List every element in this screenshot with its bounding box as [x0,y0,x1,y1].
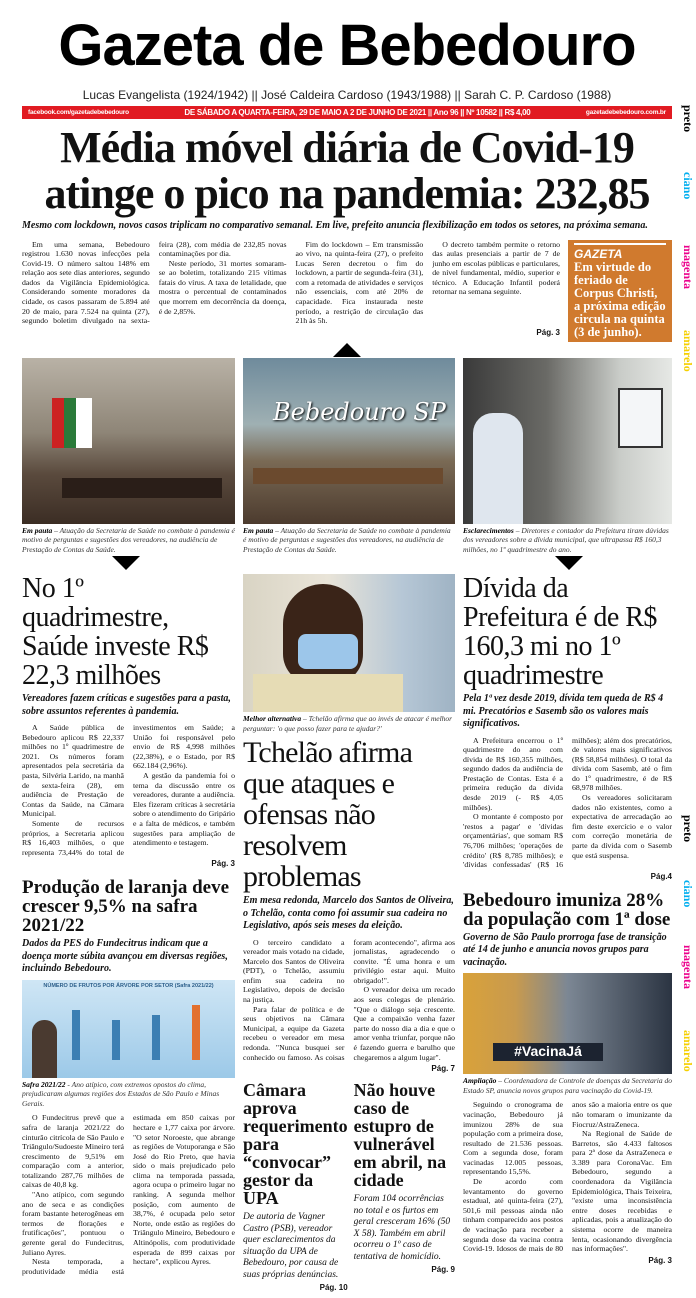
caption-text: – Atuação da Secretaria de Saúde no combate à pandemia é motivo de perguntas e sugestões dos vereadores, na audiência de Prestação de Contas da Saúde. [22,525,235,554]
photo-tchelao [243,574,455,712]
caption-lead: Esclarecimentos [463,525,514,535]
photo-caption [463,1076,672,1095]
laranja-headline: Produção de laranja deve crescer 9,5% na safra 2021/22 [22,877,230,937]
estupro-story [354,1081,455,1292]
arrow-row [22,554,672,570]
masthead-title: Gazeta de Bebedouro [58,13,636,78]
paragraph: Seguindo o cronograma de vacinação, Bebedouro já imunizou 28% de sua população com a primeira dose, resultado de 21.536 pessoas. Com a segunda dose, foram vacinadas 12.005 pessoas, representando 15,5%. [463,1100,563,1177]
paragraph: A Prefeitura encerrou o 1º quadrimestre do ano com dívida de R$ 160,355 milhões, segundo dados da audiência de Prestação de Contas. Esta é a primeira redução da dívida desde 2019 (- R$ 4,05 milhões). [463,735,563,812]
tchelao-page-ref: Pág. 7 [431,1064,455,1074]
paragraph: Nesta temporada, a produtividade média está estimada em 850 caixas por hectare e 1,77 caixa por árvore. "O setor Noroeste, que abrange as regiões de Votuporanga e São José do Rio Preto, que havia sido o mais prejudicado pelo clima na temporada passada, agora ocupa o primeiro lugar no ranking. A segunda melhor posição, com aumento de 38,7%, é ocupada pelo setor Norte, onde estão as regiões do Triângulo Mineiro, Bebedouro e Altinópolis, com produtividade esperada de 899 caixas por hectare", explicou Ayres. [22,1113,235,1276]
color-mark-amarelo: amarelo [681,1030,695,1072]
lead-body-wrap [22,235,560,342]
paragraph: Fim do lockdown – Em transmissão ao vivo, na quinta-feira (27), o prefeito Lucas Seren decretou o fim do lockdown, a partir de segunda-feira (31), com a retomada de atividades e serviços não essenciais, com até 20% de capacidade. Fica instaurada neste período, a restrição de circulação das 21h às 5h. [295,239,424,326]
chart-title: NÚMERO DE FRUTOS POR ÁRVORE POR SETOR (Safra 2021/22) [43,982,214,989]
flags [52,398,92,448]
lead-headline: Média móvel diária de Covid-19 atinge o pico na pandemia: 232,85 [44,123,650,218]
lead-row [22,235,672,342]
shirt [253,674,403,712]
upa-headline: Câmara aprova requerimento para “convocar” gestor da UPA [243,1080,348,1209]
lead-page-ref: Pág. 3 [536,327,560,337]
lead-deck: Mesmo com lockdown, novos casos triplicam no comparativo semanal. Em live, prefeito anuncia flexibilização em todos os setores, na próxima semana. [22,220,648,231]
saude-page-ref: Pág. 3 [211,859,235,869]
facebook-link[interactable]: facebook.com/gazetadebebedouro [28,109,129,116]
paragraph: O terceiro candidato a vereador mais votado na cidade, Marcelo dos Santos de Oliveira (PDT), o Tchelão, assumiu enfim sua cadeira no Legislativo, depois de decisão na justiça. [243,937,345,1005]
paragraph: A gestão da pandemia foi o tema da discussão entre os vereadores, durante a audiência. Eles fizeram críticas à secretária sobre o atendimento do Gripário e a falta de médicos, e também sugestões para ampliação de atendimento e testagem. [133,770,235,848]
paragraph: A Saúde pública de Bebedouro aplicou R$ 22,337 milhões no 1º quadrimestre de 2021. Os números foram apresentados pela secretária da pasta, Silvéria Larido, na manhã de sexta-feira (28), em audiência de Prestação de Contas da Saúde, na Câmara Municipal. [22,723,124,819]
photo-caption [463,526,672,555]
screen [618,388,663,448]
photo-caption [243,526,455,555]
person [473,413,523,524]
bar [152,1015,160,1060]
laranja-body [22,1113,235,1276]
vacina-sign: #VacinaJá [493,1043,603,1061]
tchelao-body [243,938,455,1063]
bar [72,1010,80,1060]
main-columns [22,574,672,1292]
right-column [463,574,672,1292]
color-mark-preto: preto [681,105,695,133]
paragraph: Somente de recursos próprios, a Secretaria aplicou R$ 16,403 milhões, o que representa 73,44% do total de investimentos em Saúde; a União foi responsável pelo envio de R$ 4,998 milhões (22,38%), e o Estado, por R$ 662.184 (2,96%). [22,723,235,857]
photo-caption [22,526,235,555]
caption-lead: Em pauta [22,525,53,535]
tchelao-deck: Em mesa redonda, Marcelo dos Santos de Oliveira, o Tchelão, conta como foi assumir sua cadeira no Legislativo, após seis meses da eleição. [243,895,454,931]
vacina-page-ref: Pág. 3 [648,1255,672,1265]
upa-page-ref: Pág. 10 [319,1283,348,1293]
color-mark-preto: preto [681,815,695,843]
photo-vacinacao [463,973,672,1074]
paragraph: Para falar de política e de seus objetivos na Câmara Municipal, a equipe da Gazeta recebeu o vereador em mesa redonda. "Nunca busquei ser conhecido ou famoso. As coisas foram acontecendo", afirma aos jornalistas, agradecendo o convite. "É uma honra e um privilégio estar aqui. Muito obrigado!". [243,937,455,1062]
photo-col [463,358,672,555]
triangle-up-icon [333,343,361,357]
color-mark-ciano: ciano [681,880,695,908]
edition-bar [22,106,672,119]
photo-live-prefeitura [243,358,455,524]
caption-lead: Safra 2021/22 [22,1079,66,1089]
tchelao-headline: Tchelão afirma que ataques e ofensas não resolvem problemas [243,736,413,893]
caption-text: – Atuação da Secretaria de Saúde no combate à pandemia é motivo de perguntas e sugestões dos vereadores, na audiência de Prestação de Contas da Saúde. [243,525,451,554]
caption-lead: Ampliação [463,1076,497,1086]
paragraph: O Fundecitrus prevê que a safra de laranja 2021/22 do cinturão citrícola de São Paulo e Triângulo/Sudoeste Mineiro terá crescimento de 9,51% em comparação com a anterior, totalizando 287,76 milhões de caixas de 40,8 kg. [22,1113,124,1190]
color-mark-ciano: ciano [681,172,695,200]
paragraph: "Ano atípico, com segundo ano de seca e as condições foram bastante heterogêneas em termos de florações e frutificações", pontuou o gerente geral do Fundecitrus, Juliano Ayres. [22,1190,124,1257]
saude-headline: No 1º quadrimestre, Saúde investe R$ 22,3 milhões [22,573,209,691]
divida-body [463,736,672,870]
photo-camara-audiencia [22,358,235,524]
mask [298,634,358,669]
caption-text: – Diretores e contador da Prefeitura tiram dúvidas dos vereadores sobre a dívida municipal, que ultrapassa R$ 160,3 milhões, no 1º quadrimestre do ano. [463,525,669,554]
middle-column [243,574,455,1292]
desk [62,478,222,498]
site-link[interactable]: gazetadebebedouro.com.br [585,109,666,116]
triangle-down-icon [112,556,140,570]
color-mark-amarelo: amarelo [681,330,695,372]
photo-fundecitrus-chart [22,980,235,1078]
bar [112,1020,120,1060]
saude-body [22,723,235,857]
paragraph: Na Regional de Saúde de Barretos, são 4.433 faltosos para 2ª dose da AstraZeneca e 3.389 para CoronaVac. Em Bebedouro, segundo a coordenadora da Vigilância Epidemiológica, Thais Teixeira, "existe uma inconsistência entre doses recebidas e aplicadas, pois a atualização do sistema ocorre de maneira lenta, ocasionando divergência nas informações". [572,1129,672,1254]
divida-page-ref: Pág.4 [650,871,672,881]
caption-text: - Ano atípico, com extremos opostos do clima, prejudicaram algumas regiões dos Estados de São Paulo e Minas Gerais. [22,1079,220,1108]
triangle-down-icon [555,556,583,570]
divida-deck: Pela 1ª vez desde 2019, dívida tem queda de R$ 4 mi. Precatórios e Sasemb são os valores mais significativos. [463,693,664,729]
vacina-headline: Bebedouro imuniza 28% da população com 1ª dose [463,889,671,930]
estupro-headline: Não houve caso de estupro de vulnerável em abril, na cidade [353,1080,447,1191]
lead-body [22,240,560,326]
photo-esclarecimentos [463,358,672,524]
arrow-row [22,342,672,358]
desk [253,468,443,484]
photo-caption [22,1080,235,1109]
notice-text: Em virtude do feriado de Corpus Christi, a próxima edição circula na quinta (3 de junho). [574,259,666,339]
caption-text: – Tchelão afirma que ao invés de atacar é melhor perguntar: 'o que posso fazer para te ajudar?' [243,714,453,733]
brief-stories [243,1081,455,1292]
photo-col [243,358,455,555]
upa-deck: De autoria de Vagner Castro (PSB), vereador quer esclarecimentos da situação da UPA de Bebedouro, por causa de suas próprias denúncias. [243,1212,339,1280]
notice-label: GAZETA [574,243,666,261]
photo-caption [243,714,455,733]
vacina-body [463,1100,672,1254]
caption-text: – Coordenadora de Controle de doenças da Secretaria do Estado SP, anuncia novos grupos para vacinação da Covid-19. [463,1076,672,1095]
person [32,1020,57,1078]
edition-info: DE SÁBADO A QUARTA-FEIRA, 29 DE MAIO A 2 DE JUNHO DE 2021 || Ano 96 || Nº 10582 || R$ 4,00 [184,108,531,117]
paragraph: Os vereadores solicitaram dados não existentes, como a expectativa de arrecadação ao fim deste exercício e o valor com correção monetária de parte da dívida com o Sasemb que está suspensa. [572,793,672,860]
paragraph: Neste período, 31 mortes somaram-se ao boletim, totalizando 215 vítimas fatais do vírus. A taxa de letalidade, que mostra o percentual de contaminados que morrem em decorrência da doença, é de 2,85%. [158,258,287,316]
caption-lead: Melhor alternativa [243,714,302,723]
saude-deck: Vereadores fazem críticas e sugestões para a pasta, sobre assuntos referentes à pandemia. [22,693,231,717]
founders-line: Lucas Evangelista (1924/1942) || José Caldeira Cardoso (1943/1988) || Sarah C. P. Cardoso (1988) [82,88,612,102]
bar [192,1005,200,1060]
upa-story [243,1081,348,1292]
banner-text: Bebedouro SP [273,397,446,426]
color-mark-magenta: magenta [681,945,695,989]
estupro-deck: Foram 104 ocorrências no total e os furtos em geral cresceram 16% (50 X 58). Também em abril ocorreu o 1º caso de tentativa de homicídio. [353,1194,451,1262]
laranja-deck: Dados da PES do Fundecitrus indicam que a doença morte súbita avançou em diversas regiões, incluindo Bebedouro. [22,938,228,975]
notice-box [568,240,672,342]
vacina-deck: Governo de São Paulo prorroga fase de transição até 14 de junho e anuncia novos grupos para vacinação. [463,931,667,968]
paragraph: O vereador deixa um recado aos seus colegas de plenário. "Que o diálogo seja crescente. Que a compaixão venha fazer parte do nosso dia a dia e que o amor venha triunfar, porque não é fazendo guerra e barulho que chegaremos a algum lugar". [353,985,455,1062]
photo-col [22,358,235,555]
caption-lead: Em pauta [243,525,274,535]
color-mark-magenta: magenta [681,245,695,289]
photo-row [22,358,672,555]
divida-headline: Dívida da Prefeitura é de R$ 160,3 mi no 1º quadrimestre [463,573,657,691]
paragraph: O montante é composto por 'restos a pagar' e 'dívidas orçamentárias', que somam R$ 76,706 milhões; 'operações de crédito' (R$ 8,785 milhões); e 'dívidas confessadas' (R$ 16 milhões); além dos precatórios, de valores mais significativos (R$ 58,854 milhões). O total da dívida com Sasemb, até o fim do 1º quadrimestre, é de R$ 68,978 milhões. [463,735,672,870]
paragraph: De acordo com levantamento do governo estadual, até quinta-feira (27), 501,6 mil pessoas ainda não tinham comparecido aos postos de vacinação para receber a segunda dose da vacina contra Covid-19. Idosos de mais de 80 anos são a maioria entre os que não tomaram o imunizante da Fiocruz/AstraZeneca. [463,1100,672,1254]
paragraph: Em uma semana, Bebedouro registrou 1.630 novas infecções pela Covid-19. O número saltou 148% em relação aos sete dias anteriores, segundo dados da Vigilância Epidemiológica. Considerando somente moradores da cidade, os casos passaram de 5.894 até 20 de maio, para 7.524 na quinta (27), segundo boletim divulgado na sexta-feira (28), com média de 232,85 novas contaminações por dia. [22,239,287,326]
estupro-page-ref: Pág. 9 [431,1265,455,1275]
left-column [22,574,235,1292]
paragraph: O decreto também permite o retorno das aulas presenciais a partir de 7 de junho em escolas públicas e particulares, de nível fundamental, médio, superior e técnico. A Educação Infantil poderá retornar na semana seguinte. [432,239,560,297]
